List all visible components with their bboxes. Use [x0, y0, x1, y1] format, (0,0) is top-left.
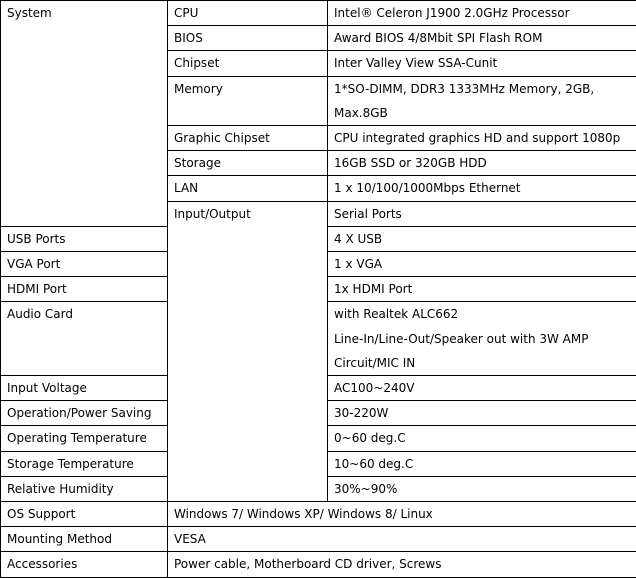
- spec-value: 1 x 10/100/1000Mbps Ethernet: [328, 176, 636, 201]
- spec-value: Power cable, Motherboard CD driver, Screws: [168, 552, 636, 577]
- spec-value: Award BIOS 4/8Mbit SPI Flash ROM: [328, 26, 636, 51]
- spec-value: [328, 76, 636, 125]
- category-cell: OS Support: [1, 502, 168, 527]
- spec-value-line: with Realtek ALC662: [334, 302, 630, 326]
- spec-value: CPU integrated graphics HD and support 1080p: [328, 126, 636, 151]
- table-row: [1, 527, 636, 552]
- spec-value: Windows 7/ Windows XP/ Windows 8/ Linux: [168, 502, 636, 527]
- spec-value: 16GB SSD or 320GB HDD: [328, 151, 636, 176]
- spec-label: HDMI Port: [1, 277, 168, 302]
- spec-value: 10~60 deg.C: [328, 451, 636, 476]
- spec-value: 4 X USB: [328, 226, 636, 251]
- spec-label: CPU: [168, 1, 328, 26]
- spec-label: Operation/Power Saving: [1, 401, 168, 426]
- spec-value: 30%~90%: [328, 476, 636, 501]
- spec-value: VESA: [168, 527, 636, 552]
- category-cell: System: [1, 1, 168, 227]
- spec-label: Audio Card: [1, 302, 168, 376]
- spec-value: 1 x VGA: [328, 252, 636, 277]
- spec-label: Chipset: [168, 51, 328, 76]
- spec-label: Relative Humidity: [1, 476, 168, 501]
- spec-label: VGA Port: [1, 252, 168, 277]
- spec-value: [328, 302, 636, 376]
- spec-value-line: Max.8GB: [334, 101, 630, 125]
- spec-label: Storage Temperature: [1, 451, 168, 476]
- spec-label: Operating Temperature: [1, 426, 168, 451]
- spec-value-line: Circuit/MIC IN: [334, 351, 630, 375]
- table-row: [1, 1, 636, 26]
- spec-label: Serial Ports: [328, 201, 636, 226]
- spec-value-line: Line-In/Line-Out/Speaker out with 3W AMP: [334, 327, 630, 351]
- spec-label: Memory: [168, 76, 328, 125]
- spec-value: 30-220W: [328, 401, 636, 426]
- spec-label: Storage: [168, 151, 328, 176]
- spec-value: Intel® Celeron J1900 2.0GHz Processor: [328, 1, 636, 26]
- table-row: [1, 502, 636, 527]
- category-cell: Input/Output: [168, 201, 328, 501]
- spec-label: USB Ports: [1, 226, 168, 251]
- spec-label: BIOS: [168, 26, 328, 51]
- spec-label: Input Voltage: [1, 376, 168, 401]
- spec-label: LAN: [168, 176, 328, 201]
- category-cell: Accessories: [1, 552, 168, 577]
- spec-value: Inter Valley View SSA-Cunit: [328, 51, 636, 76]
- spec-value-line: 1*SO-DIMM, DDR3 1333MHz Memory, 2GB,: [334, 77, 630, 101]
- spec-label: Graphic Chipset: [168, 126, 328, 151]
- spec-value: 1x HDMI Port: [328, 277, 636, 302]
- spec-value: 0~60 deg.C: [328, 426, 636, 451]
- table-row: [1, 552, 636, 577]
- category-cell: Mounting Method: [1, 527, 168, 552]
- spec-value: AC100~240V: [328, 376, 636, 401]
